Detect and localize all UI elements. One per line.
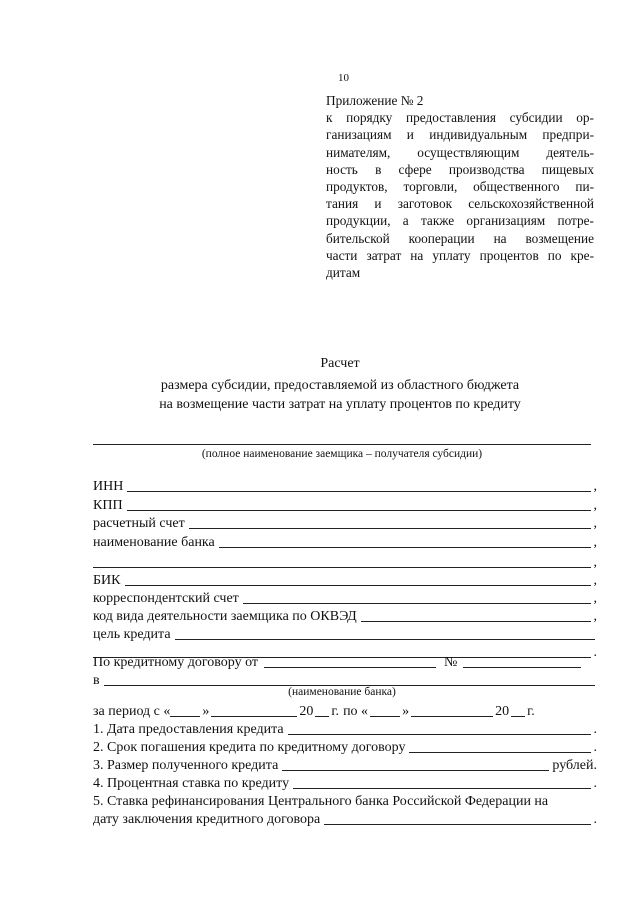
- period-start-year-prefix: 20: [299, 704, 314, 719]
- period-end-day-field[interactable]: [370, 703, 400, 717]
- borrower-name-field[interactable]: [93, 444, 591, 445]
- period-row: [93, 702, 597, 720]
- item-3-field[interactable]: [282, 757, 549, 771]
- appendix-header: [326, 92, 594, 281]
- purpose-dot: .: [593, 645, 597, 660]
- bik-comma: ,: [593, 573, 597, 588]
- kpp-label: КПП: [93, 498, 123, 513]
- bik-label: БИК: [93, 573, 121, 588]
- period-start-day-field[interactable]: [170, 703, 200, 717]
- borrower-caption: (полное наименование заемщика – получателя субсидии): [201, 448, 483, 460]
- item-5-continuation-row: [93, 810, 597, 828]
- contract-label: По кредитному договору от: [93, 655, 259, 670]
- contract-bank-caption: (наименование банка): [288, 686, 396, 698]
- item-4-field[interactable]: [293, 775, 590, 789]
- item-2-row: [93, 738, 597, 756]
- page-number: 10: [338, 72, 349, 84]
- inn-field[interactable]: [127, 478, 590, 492]
- item-3-label: 3. Размер полученного кредита: [93, 758, 279, 773]
- item-5-dot: .: [593, 812, 597, 827]
- appendix-line: к порядку предоставления субсидии ор-: [326, 110, 594, 126]
- corr-account-comma: ,: [593, 591, 597, 606]
- bank-name-continuation-field[interactable]: [93, 554, 591, 568]
- corr-account-row: [93, 589, 597, 607]
- appendix-line: тания и заготовок сельскохозяйственной: [326, 196, 594, 212]
- bank-name-comma: ,: [593, 535, 597, 550]
- item-4-row: [93, 774, 597, 792]
- appendix-line: нимателям, осуществляющим деятель-: [326, 144, 594, 160]
- account-comma: ,: [593, 516, 597, 531]
- okved-field[interactable]: [361, 608, 591, 622]
- bik-row: [93, 571, 597, 589]
- appendix-line: дитам: [326, 265, 361, 281]
- appendix-line: бительской кооперации на возмещение: [326, 230, 594, 246]
- purpose-label: цель кредита: [93, 627, 171, 642]
- item-2-label: 2. Срок погашения кредита по кредитному договору: [93, 740, 406, 755]
- period-start-close-quote: »: [202, 704, 210, 719]
- period-start-year-suffix: г.: [331, 704, 340, 719]
- inn-comma: ,: [593, 479, 597, 494]
- item-2-field[interactable]: [409, 739, 590, 753]
- item-5-field[interactable]: [324, 811, 590, 825]
- item-1-row: [93, 720, 597, 738]
- bank-name-continuation-comma: ,: [593, 555, 597, 570]
- item-1-field[interactable]: [288, 721, 591, 735]
- bank-name-field[interactable]: [219, 534, 591, 548]
- appendix-line: ганизациям и индивидуальным предпри-: [326, 127, 594, 143]
- okved-label: код вида деятельности заемщика по ОКВЭД: [93, 609, 357, 624]
- inn-label: ИНН: [93, 479, 124, 494]
- appendix-line: продукции, а также организациям потре-: [326, 213, 594, 229]
- document-title: Расчет: [320, 356, 360, 371]
- purpose-field[interactable]: [175, 626, 595, 640]
- bank-name-label: наименование банка: [93, 535, 215, 550]
- kpp-field[interactable]: [127, 497, 591, 511]
- corr-account-label: корреспондентский счет: [93, 591, 239, 606]
- contract-row: [93, 653, 597, 671]
- period-start-month-field[interactable]: [211, 703, 297, 717]
- purpose-row: [93, 625, 597, 643]
- kpp-row: [93, 496, 597, 514]
- appendix-line: части затрат на уплату процентов по кре-: [326, 247, 594, 263]
- contract-bank-field[interactable]: [104, 672, 595, 686]
- period-end-year-suffix: г.: [527, 704, 535, 719]
- item-4-label: 4. Процентная ставка по кредиту: [93, 776, 290, 791]
- item-5-label: 5. Ставка рефинансирования Центрального банка Российской Федерации на: [93, 794, 549, 809]
- appendix-heading: Приложение № 2: [326, 93, 424, 108]
- item-1-label: 1. Дата предоставления кредита: [93, 722, 284, 737]
- period-end-close-quote: »: [402, 704, 410, 719]
- item-3-row: [93, 756, 597, 774]
- item-2-dot: .: [593, 740, 597, 755]
- contract-in-label: в: [93, 673, 100, 688]
- account-label: расчетный счет: [93, 516, 185, 531]
- corr-account-field[interactable]: [243, 590, 591, 604]
- bank-name-continuation-row: [93, 553, 597, 571]
- contract-date-field[interactable]: [264, 654, 436, 668]
- appendix-line: ность в сфере производства пищевых: [326, 161, 594, 177]
- period-label: за период с «: [93, 704, 171, 719]
- kpp-comma: ,: [593, 498, 597, 513]
- item-3-unit: рублей.: [552, 758, 597, 773]
- period-start-year-field[interactable]: [315, 703, 329, 717]
- contract-number-sign: №: [444, 655, 458, 670]
- appendix-line: продуктов, торговли, общественного пи-: [326, 179, 594, 195]
- period-end-month-field[interactable]: [411, 703, 493, 717]
- inn-row: [93, 477, 597, 495]
- document-subtitle-line-2: на возмещение части затрат на уплату процентов по кредиту: [159, 397, 521, 412]
- document-subtitle-line-1: размера субсидии, предоставляемой из областного бюджета: [160, 378, 520, 393]
- bik-field[interactable]: [125, 572, 591, 586]
- bank-name-row: [93, 533, 597, 551]
- item-5-label-continuation: дату заключения кредитного договора: [93, 812, 321, 827]
- account-row: [93, 514, 597, 532]
- period-to-label: по «: [343, 704, 369, 719]
- account-field[interactable]: [189, 515, 591, 529]
- okved-comma: ,: [593, 609, 597, 624]
- item-5-row: [93, 792, 597, 810]
- period-end-year-field[interactable]: [511, 703, 525, 717]
- contract-number-field[interactable]: [463, 654, 581, 668]
- item-4-dot: .: [593, 776, 597, 791]
- period-end-year-prefix: 20: [495, 704, 510, 719]
- okved-row: [93, 607, 597, 625]
- item-1-dot: .: [593, 722, 597, 737]
